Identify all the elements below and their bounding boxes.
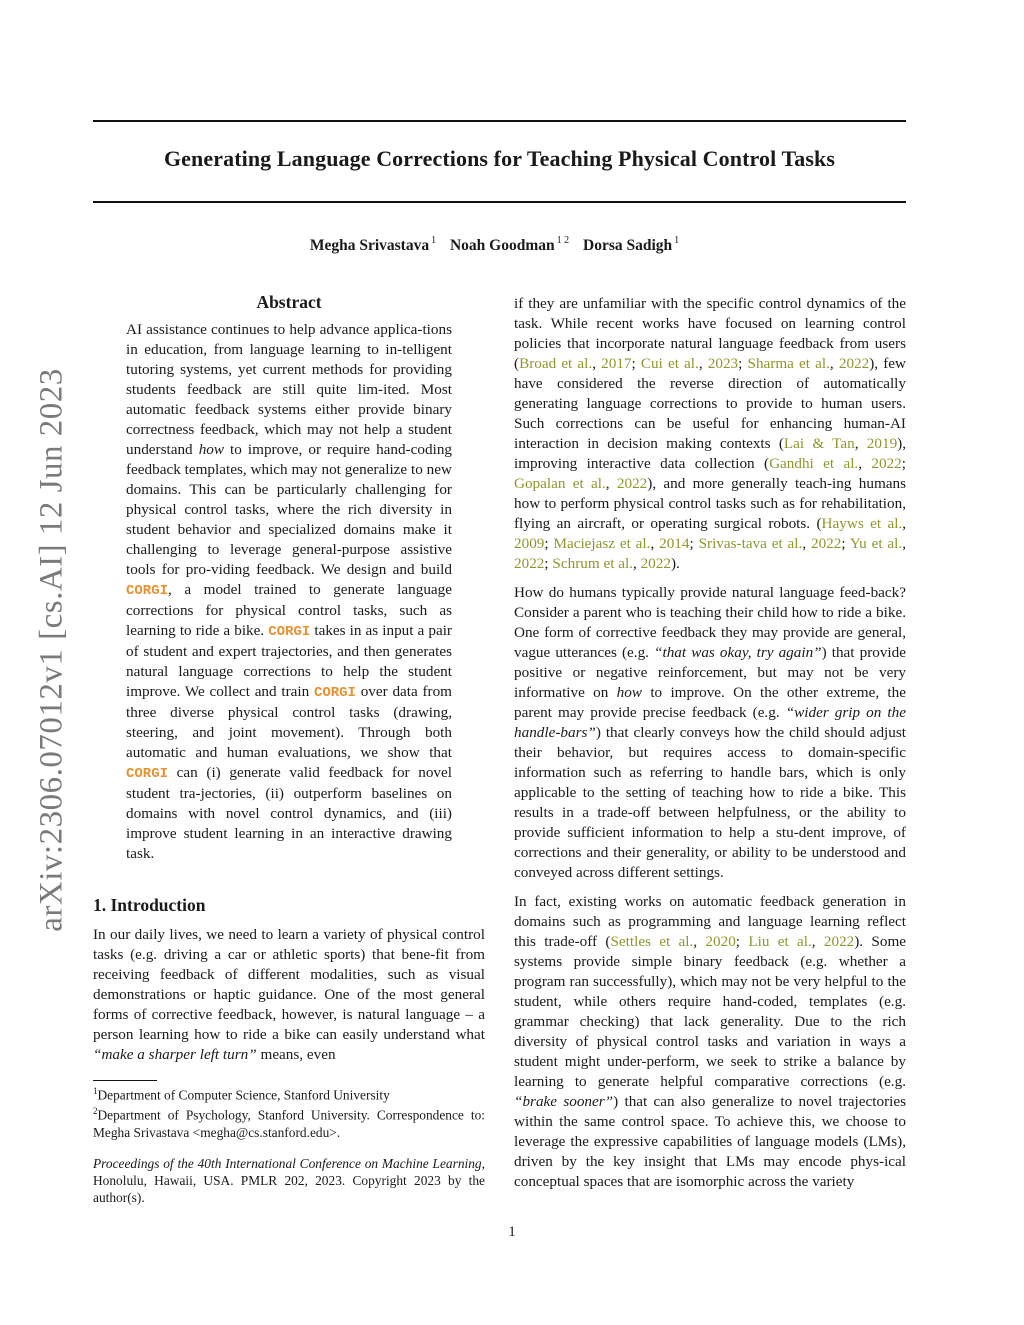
affiliation-footnote: $^1$Department of Computer Science, Stanford University — [93, 1086, 390, 1103]
section-heading: 1. Introduction — [93, 895, 206, 915]
citation-link[interactable]: Schrum et al. — [552, 555, 633, 572]
body-paragraph: if they are unfamiliar with the specific control dynamics of the task. While recent works have focused on learning control policies that incorporate natural language feedback from users (Broad et al., 2017; Cui et al., 2023; Sharma et al., 2022), few have considered the reverse direction of automatically generating language corrections to provide to human users. Such corrections can be useful for enhancing human-AI interaction in decision making contexts (Lai & Tan, 2019), improving interactive data collection (Gandhi et al., 2022; Gopalan et al., 2022), and more generally teach-ing humans how to perform physical control tasks such as for rehabilitation, flying an aircraft, or operating surgical robots. (Hayws et al., 2009; Maciejasz et al., 2014; Srivas-tava et al., 2022; Yu et al., 2022; Schrum et al., 2022). — [514, 295, 907, 572]
citation-link[interactable]: 2022 — [838, 355, 870, 372]
arxiv-stamp: arXiv:2306.07012v1 [cs.AI] 12 Jun 2023 — [33, 368, 70, 932]
citation-link[interactable]: Yu et al. — [849, 535, 903, 552]
citation-link[interactable]: 2023 — [707, 355, 739, 372]
citation-link[interactable]: Gandhi et al. — [769, 455, 859, 472]
title-bottom-rule — [93, 201, 906, 203]
footnote-rule — [93, 1080, 157, 1081]
author-affiliation: 1 2 — [556, 235, 570, 246]
paper-title: Generating Language Corrections for Teaching Physical Control Tasks — [163, 146, 836, 171]
citation-link[interactable]: 2017 — [601, 355, 632, 372]
footnotes — [93, 1083, 485, 1206]
citation-link[interactable]: 2022 — [810, 535, 842, 552]
author-name: Megha Srivastava — [309, 237, 430, 255]
abstract-heading: Abstract — [256, 292, 322, 312]
citation-link[interactable]: 2020 — [705, 933, 736, 950]
page-number: 1 — [508, 1224, 516, 1240]
title-top-rule — [93, 120, 906, 122]
citation-link[interactable]: Cui et al. — [640, 355, 699, 372]
citation-link[interactable]: 2022 — [871, 455, 902, 472]
body-paragraph: How do humans typically provide natural language feed-back? Consider a parent who is teaching their child how to ride a bike. One form of corrective feedback they may provide are general, vague utterances (e.g. “that was okay, try again”) that provide positive or negative reinforcement, but may not be very informative on how to improve. On the other extreme, the parent may provide precise feedback (e.g. “wider grip on the handle-bars”) that clearly conveys how the child should adjust their behavior, but requires access to domain-specific information such as referring to handle bars, which is only applicable to the setting of teaching how to ride a bike. This results in a trade-off between helpfulness, or the ability to provide sufficient information to help a stu-dent improve, of corrections and their generality, or ability to be understood and conveyed across different settings. — [514, 584, 906, 881]
citation-link[interactable]: 2014 — [659, 535, 690, 552]
abstract-text: AI assistance continues to help advance applica-tions in education, from language learning to in-telligent tutoring systems, yet current methods for providing students feedback are still quite lim-ited. Most automatic feedback systems either provide binary correctness feedback, which may not help a student understand how to improve, or require hand-coding feedback templates, which may not generalize to new domains. This can be particularly challenging for physical control tasks, where the rich diversity in student behavior and specialized domains make it challenging to leverage general-purpose assistive tools for pro-viding feedback. We design and build CORGI, a model trained to generate language corrections for physical control tasks, such as learning to ride a bike. CORGI takes in as input a pair of student and expert trajectories, and then generates natural language corrections to help the student improve. We collect and train CORGI over data from three diverse physical control tasks (drawing, steering, and joint movement). Through both automatic and human evaluations, we show that CORGI can (i) generate valid feedback for novel student tra-jectories, (ii) outperform baselines on domains with novel control dynamics, and (iii) improve student learning in an interactive drawing task. — [126, 321, 453, 862]
citation-link[interactable]: Gopalan et al. — [514, 475, 606, 492]
citation-link[interactable]: Settles et al. — [610, 933, 694, 950]
author-name: Dorsa Sadigh — [583, 237, 673, 255]
citation-link[interactable]: 2022 — [514, 555, 545, 572]
corgi-name: CORGI — [313, 685, 356, 701]
citation-link[interactable]: Maciejasz et al. — [553, 535, 651, 552]
body-paragraph: In fact, existing works on automatic feedback generation in domains such as programming and language learning reflect this trade-off (Settles et al., 2020; Liu et al., 2022). Some systems provide simple binary feedback (e.g. whether a program ran successfully), which may not be very helpful to the student, while others require hand-coded, templates (e.g. grammar checking) that lack generality. Due to the rich diversity of physical control tasks and variation in ways a student might under-perform, we seek to strike a balance by learning to generate helpful comparative corrections (e.g. “brake sooner”) that can also generalize to novel trajectories within the same control space. To achieve this, we choose to leverage the expressive capabilities of language models (LMs), driven by the key insight that LMs may encode phys-ical conceptual spaces that are isomorphic across the variety — [514, 893, 907, 1190]
citation-link[interactable]: Broad et al. — [519, 355, 593, 372]
proceedings-note: Proceedings of the 40th International Conference on Machine Learning, Honolulu, Hawaii, USA. PMLR 202, 2023. Copyright 2023 by the author(s). — [93, 1155, 485, 1205]
author-list — [93, 236, 906, 255]
introduction-section — [93, 895, 485, 1065]
citation-link[interactable]: Liu et al. — [748, 933, 812, 950]
citation-link[interactable]: 2009 — [514, 535, 545, 552]
abstract-section — [126, 292, 452, 864]
intro-paragraph: In our daily lives, we need to learn a variety of physical control tasks (e.g. driving a car or athletic sports) that bene-fit from receiving feedback of different modalities, such as visual demonstrations or haptic guidance. One of the most general forms of corrective feedback, however, is natural language – a person learning how to ride a bike can easily understand what “make a sharper left turn” means, even — [93, 926, 485, 1063]
citation-link[interactable]: 2022 — [616, 475, 648, 492]
author-affiliation: 1 — [674, 235, 680, 246]
corgi-name: CORGI — [126, 766, 169, 782]
corgi-name: CORGI — [126, 583, 169, 599]
citation-link[interactable]: Sharma et al. — [747, 355, 830, 372]
corgi-name: CORGI — [268, 624, 311, 640]
citation-link[interactable]: Hayws et al. — [821, 515, 903, 532]
citation-link[interactable]: 2022 — [640, 555, 671, 572]
author-affiliation: 1 — [431, 235, 437, 246]
citation-link[interactable]: 2019 — [866, 435, 898, 452]
author-name: Noah Goodman — [449, 237, 555, 255]
citation-link[interactable]: Lai & Tan — [783, 435, 855, 452]
citation-link[interactable]: 2022 — [823, 933, 855, 950]
citation-link[interactable]: Srivas-tava et al. — [698, 535, 803, 552]
right-column — [514, 294, 906, 1201]
affiliation-footnote: $^2$Department of Psychology, Stanford University. Correspondence to: Megha Srivastava <megha@cs.stanford.edu>. — [93, 1106, 485, 1140]
